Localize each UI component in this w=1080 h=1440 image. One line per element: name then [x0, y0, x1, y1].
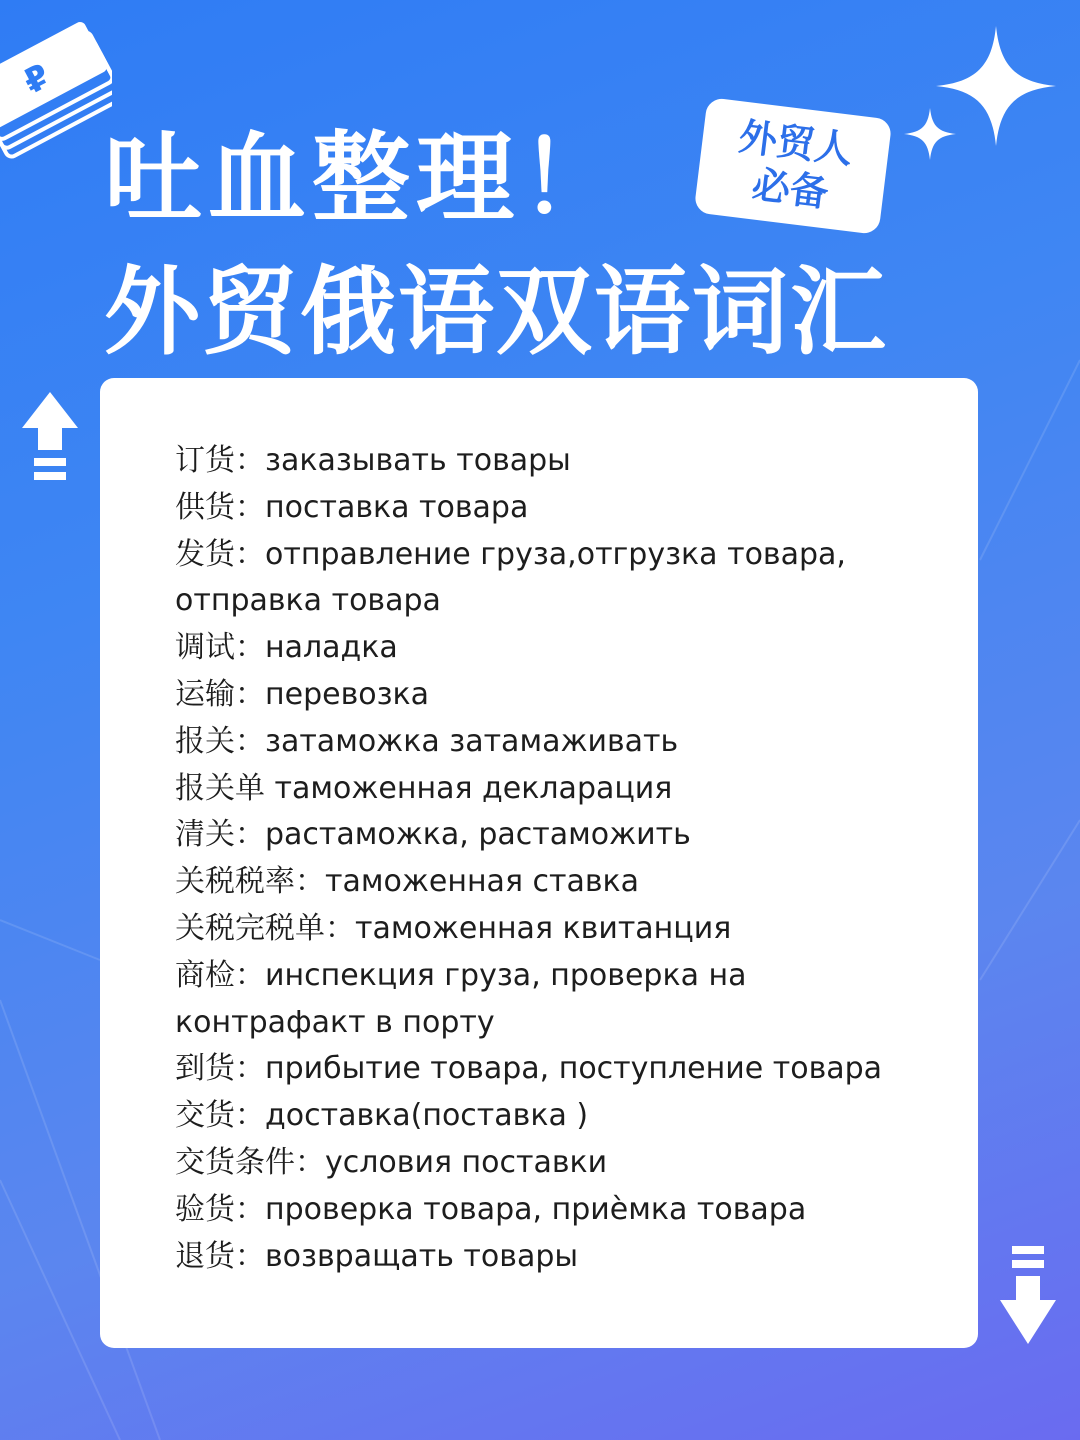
sub-title: 外贸俄语双语词汇: [104, 256, 888, 368]
badge-line-2: 必备: [749, 162, 831, 216]
list-item: 退货：возвращать товары: [175, 1238, 579, 1274]
list-item: контрафакт в порту: [175, 1004, 495, 1040]
list-item: 供货：поставка товара: [175, 489, 529, 525]
list-item: 报关单 таможенная декларация: [175, 770, 673, 806]
arrow-up-icon: [22, 392, 78, 492]
list-item: 运输：перевозка: [175, 676, 430, 712]
small-four-point-star-icon: [904, 108, 956, 160]
list-item: 调试：наладка: [175, 630, 398, 666]
list-item: 商检：инспекция груза, проверка на: [175, 957, 747, 993]
list-item: 报关：затаможка затамаживать: [175, 723, 679, 759]
list-item: 到货：прибытие товара, поступление товара: [175, 1051, 883, 1087]
list-item: 清关：растаможка, растаможить: [175, 817, 691, 853]
list-item: 关税完税单：таможенная квитанция: [175, 910, 732, 946]
list-item: 交货条件：условия поставки: [175, 1144, 608, 1180]
list-item: 订货：заказывать товары: [175, 443, 571, 478]
list-item: 交货：доставка(поставка ): [175, 1098, 589, 1134]
tag-badge: [694, 97, 893, 235]
list-item: 验货：проверка товара, приѐмка товара: [175, 1191, 807, 1227]
badge-line-1: 外贸人: [736, 114, 856, 172]
svg-text:₽: ₽: [17, 56, 57, 103]
ruble-banknotes-icon: [0, 10, 112, 160]
list-item: отправка товара: [175, 583, 441, 619]
list-item: 关税税率：таможенная ставка: [175, 864, 640, 900]
arrow-down-icon: [1000, 1246, 1056, 1346]
vocabulary-list: [175, 438, 965, 1280]
list-item: 发货：отправление груза,отгрузка товара,: [175, 536, 846, 572]
main-title: 吐血整理！: [104, 122, 625, 236]
